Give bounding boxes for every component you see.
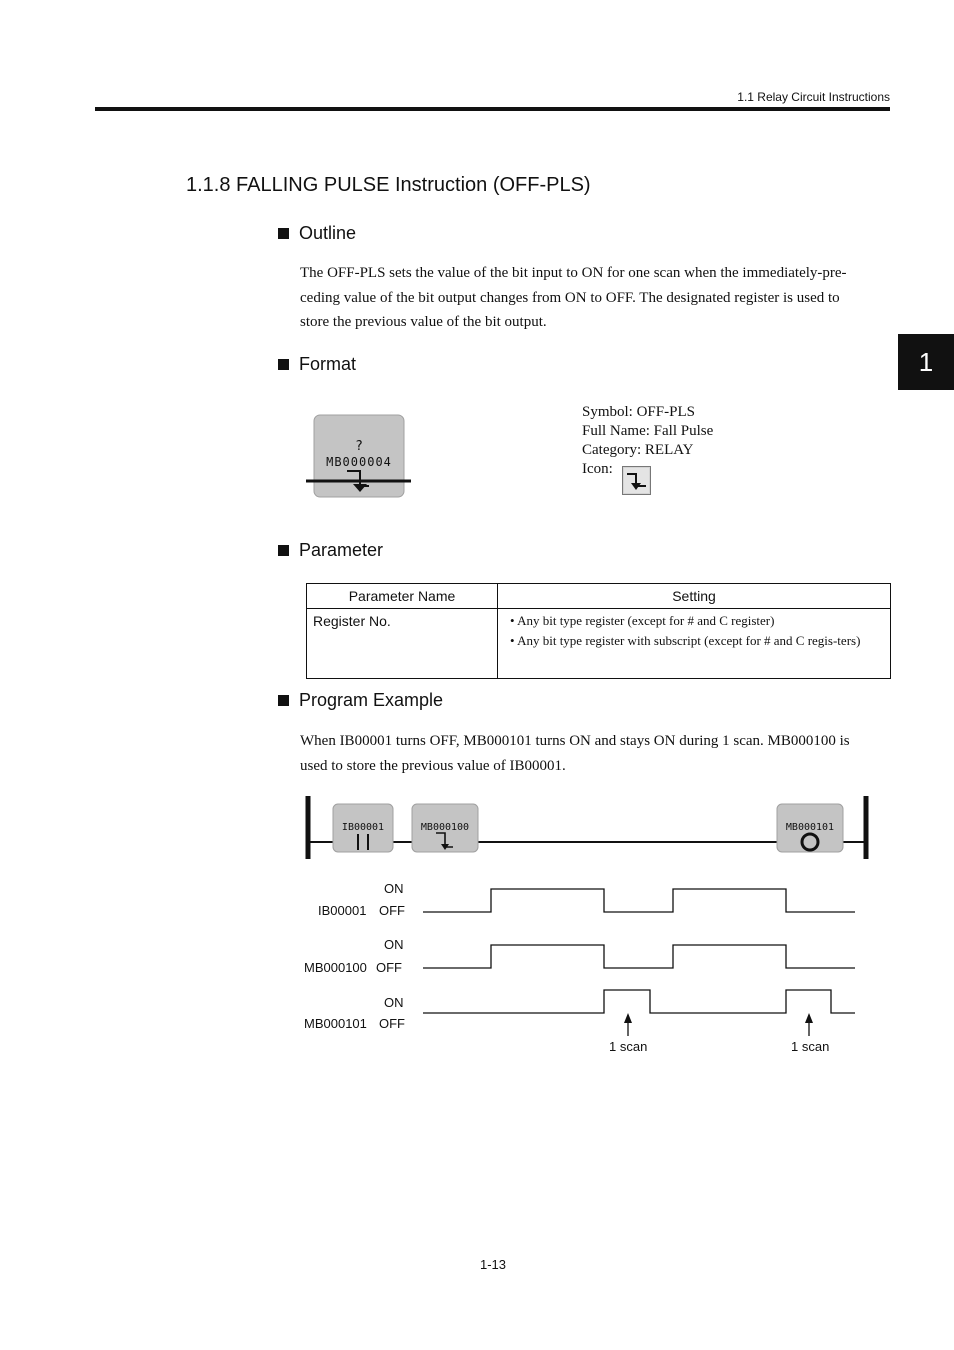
timing-diagram [420, 880, 860, 1045]
block-register: MB000004 [326, 455, 392, 469]
full-name-line: Full Name: Fall Pulse [582, 423, 714, 439]
page-number: 1-13 [479, 1257, 507, 1272]
program-example-line: used to store the previous value of IB00001. [300, 757, 566, 774]
format-heading [278, 354, 356, 375]
square-bullet-icon [278, 695, 289, 706]
column-header: Parameter Name [307, 584, 498, 609]
column-header: Setting [498, 584, 891, 609]
coil-register: MB000101 [785, 822, 835, 833]
symbol-line: Symbol: OFF-PLS [582, 404, 695, 420]
parameter-table [306, 583, 891, 679]
nc-contact-block [333, 804, 393, 852]
signal-label-mb000101: MB000101 [304, 1016, 367, 1031]
scan-label: 1 scan [609, 1039, 648, 1054]
outline-paragraph [300, 261, 890, 335]
off-pls-block-diagram [300, 408, 420, 504]
on-label: ON [384, 995, 404, 1010]
contact-register: IB00001 [341, 822, 385, 833]
table-header-row [307, 584, 891, 609]
header-rule [95, 107, 890, 111]
setting-item: • Any bit type register with subscript (except for # and C regis-ters) [510, 633, 861, 648]
outline-line: ceding value of the bit output changes from ON to OFF. The designated register is used to [300, 289, 840, 306]
coil-circle-icon [802, 834, 818, 850]
icon-line: Icon: [582, 461, 613, 477]
square-bullet-icon [278, 359, 289, 370]
outline-line: store the previous value of the bit output. [300, 314, 547, 330]
parameter-setting-cell [498, 609, 891, 679]
off-label: OFF [376, 960, 402, 975]
off-label: OFF [379, 1016, 405, 1031]
outline-line: The OFF-PLS sets the value of the bit input to ON for one scan when the immediately-pre- [300, 265, 847, 281]
scan-label: 1 scan [791, 1039, 830, 1054]
table-row [307, 609, 891, 679]
category-line: Category: RELAY [582, 442, 694, 458]
on-label: ON [384, 881, 404, 896]
signal-label-mb000100: MB000100 [304, 960, 367, 975]
outline-heading [278, 223, 356, 244]
on-label: ON [384, 937, 404, 952]
block-top-label: ? [355, 439, 363, 454]
program-example-paragraph [300, 729, 892, 778]
up-arrow-icon [624, 1013, 632, 1036]
parameter-heading-text: Parameter [299, 540, 384, 560]
chapter-tab: 1 [898, 334, 954, 390]
square-bullet-icon [278, 545, 289, 556]
parameter-name-cell: Register No. [307, 609, 498, 679]
program-example-line: When IB00001 turns OFF, MB000101 turns ON and stays ON during 1 scan. MB000100 is [300, 733, 850, 749]
square-bullet-icon [278, 228, 289, 239]
program-example-heading [278, 690, 443, 711]
waveform-mb000100 [423, 945, 855, 968]
off-label: OFF [379, 903, 405, 918]
waveform-mb000101 [423, 990, 855, 1013]
parameter-heading [278, 540, 383, 561]
running-header: 1.1 Relay Circuit Instructions [737, 90, 890, 104]
ladder-diagram [300, 792, 875, 864]
setting-item: • Any bit type register (except for # and C register) [510, 613, 775, 628]
outline-heading-text: Outline [299, 223, 357, 243]
up-arrow-icon [805, 1013, 813, 1036]
off-pls-block [412, 804, 478, 852]
coil-block [777, 804, 843, 852]
pulse-register: MB000100 [420, 822, 470, 833]
signal-label-ib00001: IB00001 [318, 903, 367, 918]
section-title: 1.1.8 FALLING PULSE Instruction (OFF-PLS) [186, 174, 591, 196]
waveform-ib00001 [423, 889, 855, 912]
fall-pulse-icon [622, 466, 652, 496]
program-example-heading-text: Program Example [299, 690, 444, 710]
format-heading-text: Format [299, 354, 357, 374]
